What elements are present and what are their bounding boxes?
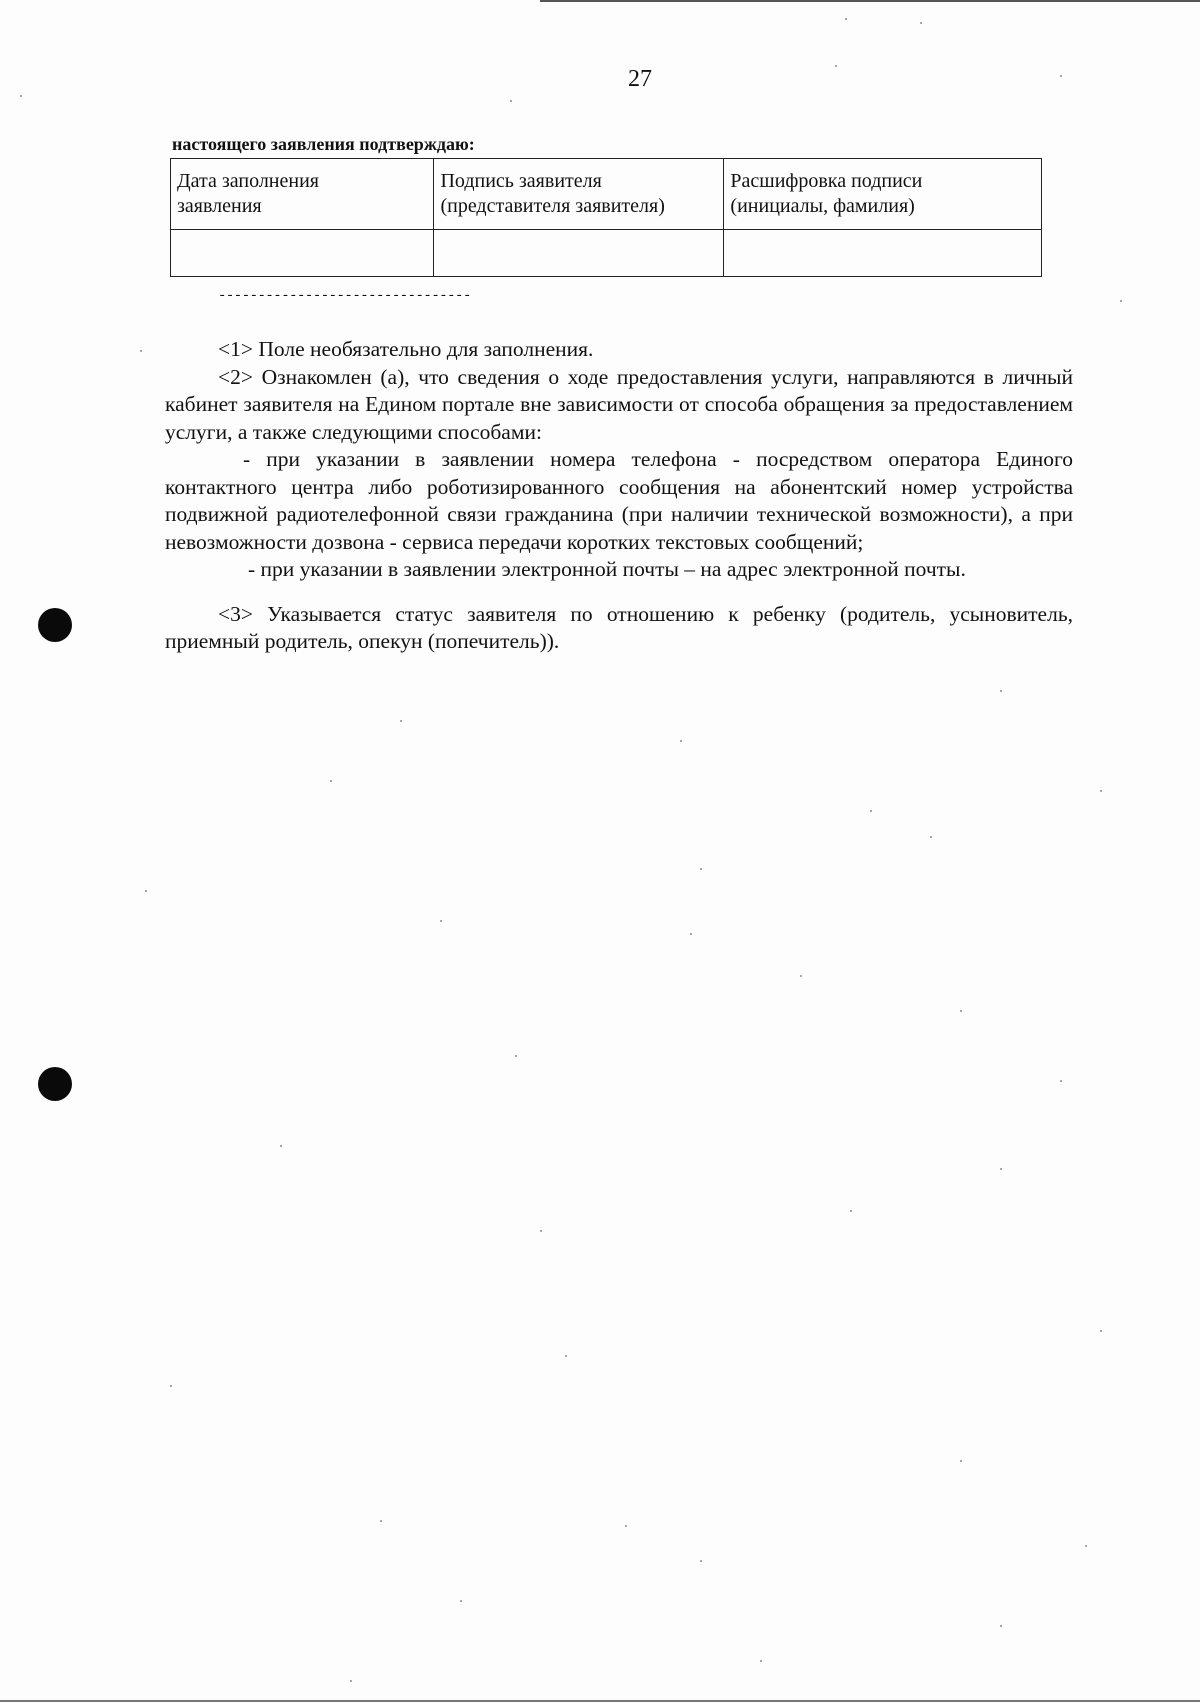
- footnote-2-phone-item: - при указании в заявлении номера телефона - посредством оператора Единого контактного центра либо роботизированного сообщения на абонентский номер устройства подвижной радиотелефонной связи гражданина (при наличии технической возможности), а при невозможности дозвона - сервиса передачи коротких текстовых сообщений;: [165, 447, 1073, 554]
- page-number: 27: [628, 66, 652, 92]
- footnotes: [165, 336, 1073, 656]
- header-decoding-line-2: (инициалы, фамилия): [730, 195, 915, 217]
- header-cell-signature: [434, 159, 724, 230]
- footnote-separator: --------------------------------: [218, 288, 471, 304]
- header-cell-date: [171, 159, 434, 230]
- signature-field[interactable]: [434, 230, 724, 277]
- footnote-2: <2> Ознакомлен (а), что сведения о ходе предоставления услуги, направляются в личный кабинет заявителя на Едином портале вне зависимости от способа обращения за предоставлением услуги, а также следующими способами:: [165, 364, 1073, 444]
- footnote-2-email-item: - при указании в заявлении электронной почты – на адрес электронной почты.: [248, 557, 966, 581]
- signature-decoding-field[interactable]: [724, 230, 1042, 277]
- header-signature-line-2: (представителя заявителя): [440, 195, 665, 217]
- footnote-1: <1> Поле необязательно для заполнения.: [218, 337, 594, 361]
- header-date-line-2: заявления: [177, 195, 262, 217]
- paragraph-gap: [165, 584, 1073, 601]
- header-cell-decoding: [724, 159, 1042, 230]
- signature-table: [170, 158, 1042, 277]
- scan-edge-top: [540, 0, 1200, 2]
- footnote-3: <3> Указывается статус заявителя по отношению к ребенку (родитель, усыновитель, приемный родитель, опекун (попечитель)).: [165, 601, 1073, 653]
- header-date-line-1: Дата заполнения: [177, 170, 319, 192]
- table-row: [171, 230, 1042, 277]
- scan-edge-bottom: [0, 1700, 1200, 1702]
- header-signature-line-1: Подпись заявителя: [440, 170, 602, 192]
- punch-hole-lower: [38, 1067, 72, 1101]
- punch-hole-upper: [38, 608, 72, 642]
- table-header-row: [171, 159, 1042, 230]
- section-heading: настоящего заявления подтверждаю:: [172, 134, 475, 154]
- header-decoding-line-1: Расшифровка подписи: [730, 170, 923, 192]
- date-field[interactable]: [171, 230, 434, 277]
